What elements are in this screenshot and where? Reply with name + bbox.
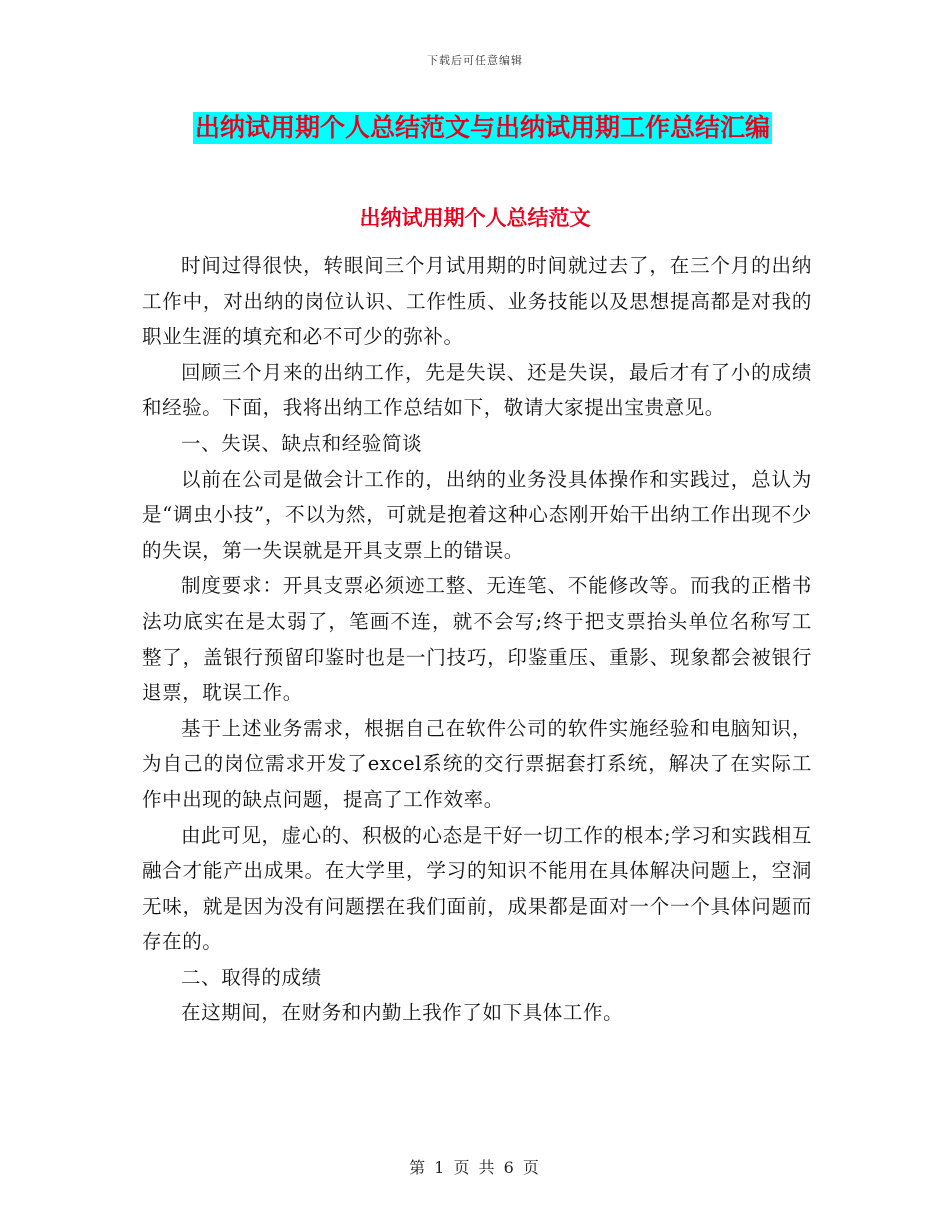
paragraph: 时间过得很快，转眼间三个月试用期的时间就过去了，在三个月的出纳工作中，对出纳的岗位认识、工作性质、业务技能以及思想提高都是对我的职业生涯的填充和必不可少的弥补。	[142, 254, 812, 349]
paragraph: 以前在公司是做会计工作的，出纳的业务没具体操作和实践过，总认为是“调虫小技”，不以为然，可就是抱着这种心态刚开始干出纳工作出现不少的失误，第一失误就是开具支票上的错误。	[142, 467, 812, 562]
document-body	[142, 248, 812, 1031]
document-title: 出纳试用期个人总结范文与出纳试用期工作总结汇编	[195, 113, 771, 142]
subheading: 一、失误、缺点和经验简谈	[181, 431, 423, 455]
page-number: 第 1 页 共 6 页	[409, 1158, 541, 1177]
paragraph: 由此可见，虚心的、积极的心态是干好一切工作的根本;学习和实践相互融合才能产出成果。在大学里，学习的知识不能用在具体解决问题上，空洞无味，就是因为没有问题摆在我们面前，成果都是面对一个一个具体问题而存在的。	[142, 823, 812, 954]
header-note: 下载后可任意编辑	[427, 54, 523, 67]
section-title: 出纳试用期个人总结范文	[359, 205, 591, 230]
paragraph: 制度要求：开具支票必须迹工整、无连笔、不能修改等。而我的正楷书法功底实在是太弱了，笔画不连，就不会写;终于把支票抬头单位名称写工整了，盖银行预留印鉴时也是一门技巧，印鉴重压、重影、现象都会被银行退票，耽误工作。	[142, 574, 812, 705]
subheading: 二、取得的成绩	[181, 965, 322, 989]
paragraph: 基于上述业务需求，根据自己在软件公司的软件实施经验和电脑知识，为自己的岗位需求开发了excel系统的交行票据套打系统，解决了在实际工作中出现的缺点问题，提高了工作效率。	[142, 716, 812, 811]
paragraph: 在这期间，在财务和内勤上我作了如下具体工作。	[181, 1001, 624, 1025]
paragraph: 回顾三个月来的出纳工作，先是失误、还是失误，最后才有了小的成绩和经验。下面，我将出纳工作总结如下，敬请大家提出宝贵意见。	[142, 360, 812, 420]
